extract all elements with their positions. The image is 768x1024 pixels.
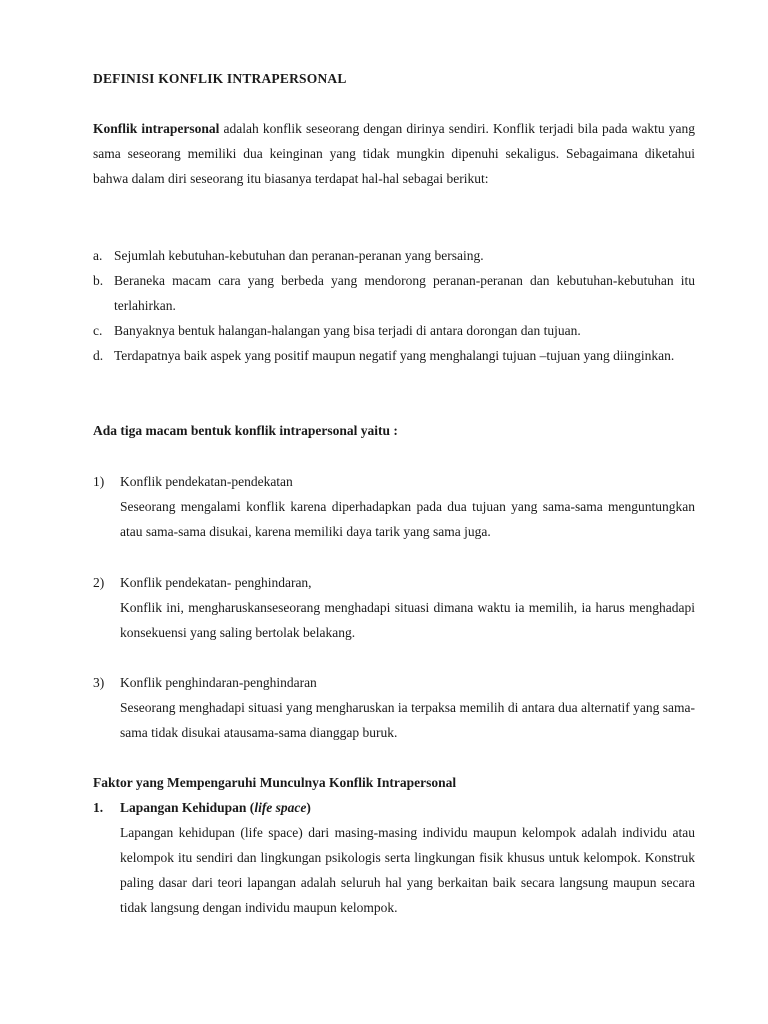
intro-text: adalah konflik seseorang dengan dirinya sendiri. Konflik terjadi bila pada waktu yang sama seseorang memiliki dua keinginan yang tidak mungkin dipenuhi sekaligus. Sebagaimana diketahui bahwa dalam diri seseorang itu biasanya terdapat hal-hal sebagai berikut: [93,121,696,186]
form-text: Seseorang mengalami konflik karena diperhadapkan pada dua tujuan yang sama-sama menguntungkan atau sama-sama disukai, karena memiliki daya tarik yang sama juga. [120,499,695,539]
influence-title-suffix: ) [306,800,311,815]
form-item [93,570,695,645]
list-item-text: Terdapatnya baik aspek yang positif maupun negatif yang menghalangi tujuan –tujuan yang diinginkan. [114,348,675,363]
intro-paragraph [93,116,695,191]
form-title: Konflik penghindaran-penghindaran [120,675,317,690]
document-title: DEFINISI KONFLIK INTRAPERSONAL [93,71,347,86]
influence-marker: 1. [93,800,104,815]
list-item-text: Beraneka macam cara yang berbeda yang mendorong peranan-peranan dan kebutuhan-kebutuhan itu terlahirkan. [114,273,695,313]
influence-title [120,795,695,820]
influence-text: Lapangan kehidupan (life space) dari masing-masing individu maupun kelompok adalah individu atau kelompok itu sendiri dan lingkungan psikologis serta lingkungan fisik khusus untuk kelompok. Konstruk paling dasar dari teori lapangan adalah seluruh hal yang berkaitan baik secara langsung maupun secara tidak langsung dengan individu maupun kelompok. [120,825,695,915]
form-title: Konflik pendekatan-pendekatan [120,474,293,489]
form-text: Seseorang menghadapi situasi yang mengharuskan ia terpaksa memilih di antara dua alternatif yang sama-sama tidak disukai atausama-sama dianggap buruk. [120,700,695,740]
list-item [93,243,695,268]
list-marker: c. [93,323,103,338]
form-item [93,469,695,544]
forms-heading: Ada tiga macam bentuk konflik intrapersonal yaitu : [93,423,398,438]
influence-title-prefix: Lapangan Kehidupan ( [120,800,255,815]
form-marker: 1) [93,474,105,489]
list-item-text: Sejumlah kebutuhan-kebutuhan dan peranan-peranan yang bersaing. [114,248,484,263]
list-marker: d. [93,348,104,363]
list-marker: a. [93,248,103,263]
form-title: Konflik pendekatan- penghindaran, [120,575,312,590]
list-item [93,318,695,343]
form-text: Konflik ini, mengharuskanseseorang menghadapi situasi dimana waktu ia memilih, ia harus menghadapi konsekuensi yang saling bertolak belakang. [120,600,695,640]
form-item [93,670,695,745]
list-item-text: Banyaknya bentuk halangan-halangan yang bisa terjadi di antara dorongan dan tujuan. [114,323,581,338]
intro-term: Konflik intrapersonal [93,121,220,136]
list-item [93,268,695,318]
list-marker: b. [93,273,104,288]
influence-title-italic: life space [254,800,307,815]
factors-list [93,243,695,368]
form-marker: 2) [93,575,105,590]
list-item [93,343,695,368]
influence-item [93,795,695,920]
influence-heading: Faktor yang Mempengaruhi Munculnya Konflik Intrapersonal [93,775,457,790]
form-marker: 3) [93,675,105,690]
